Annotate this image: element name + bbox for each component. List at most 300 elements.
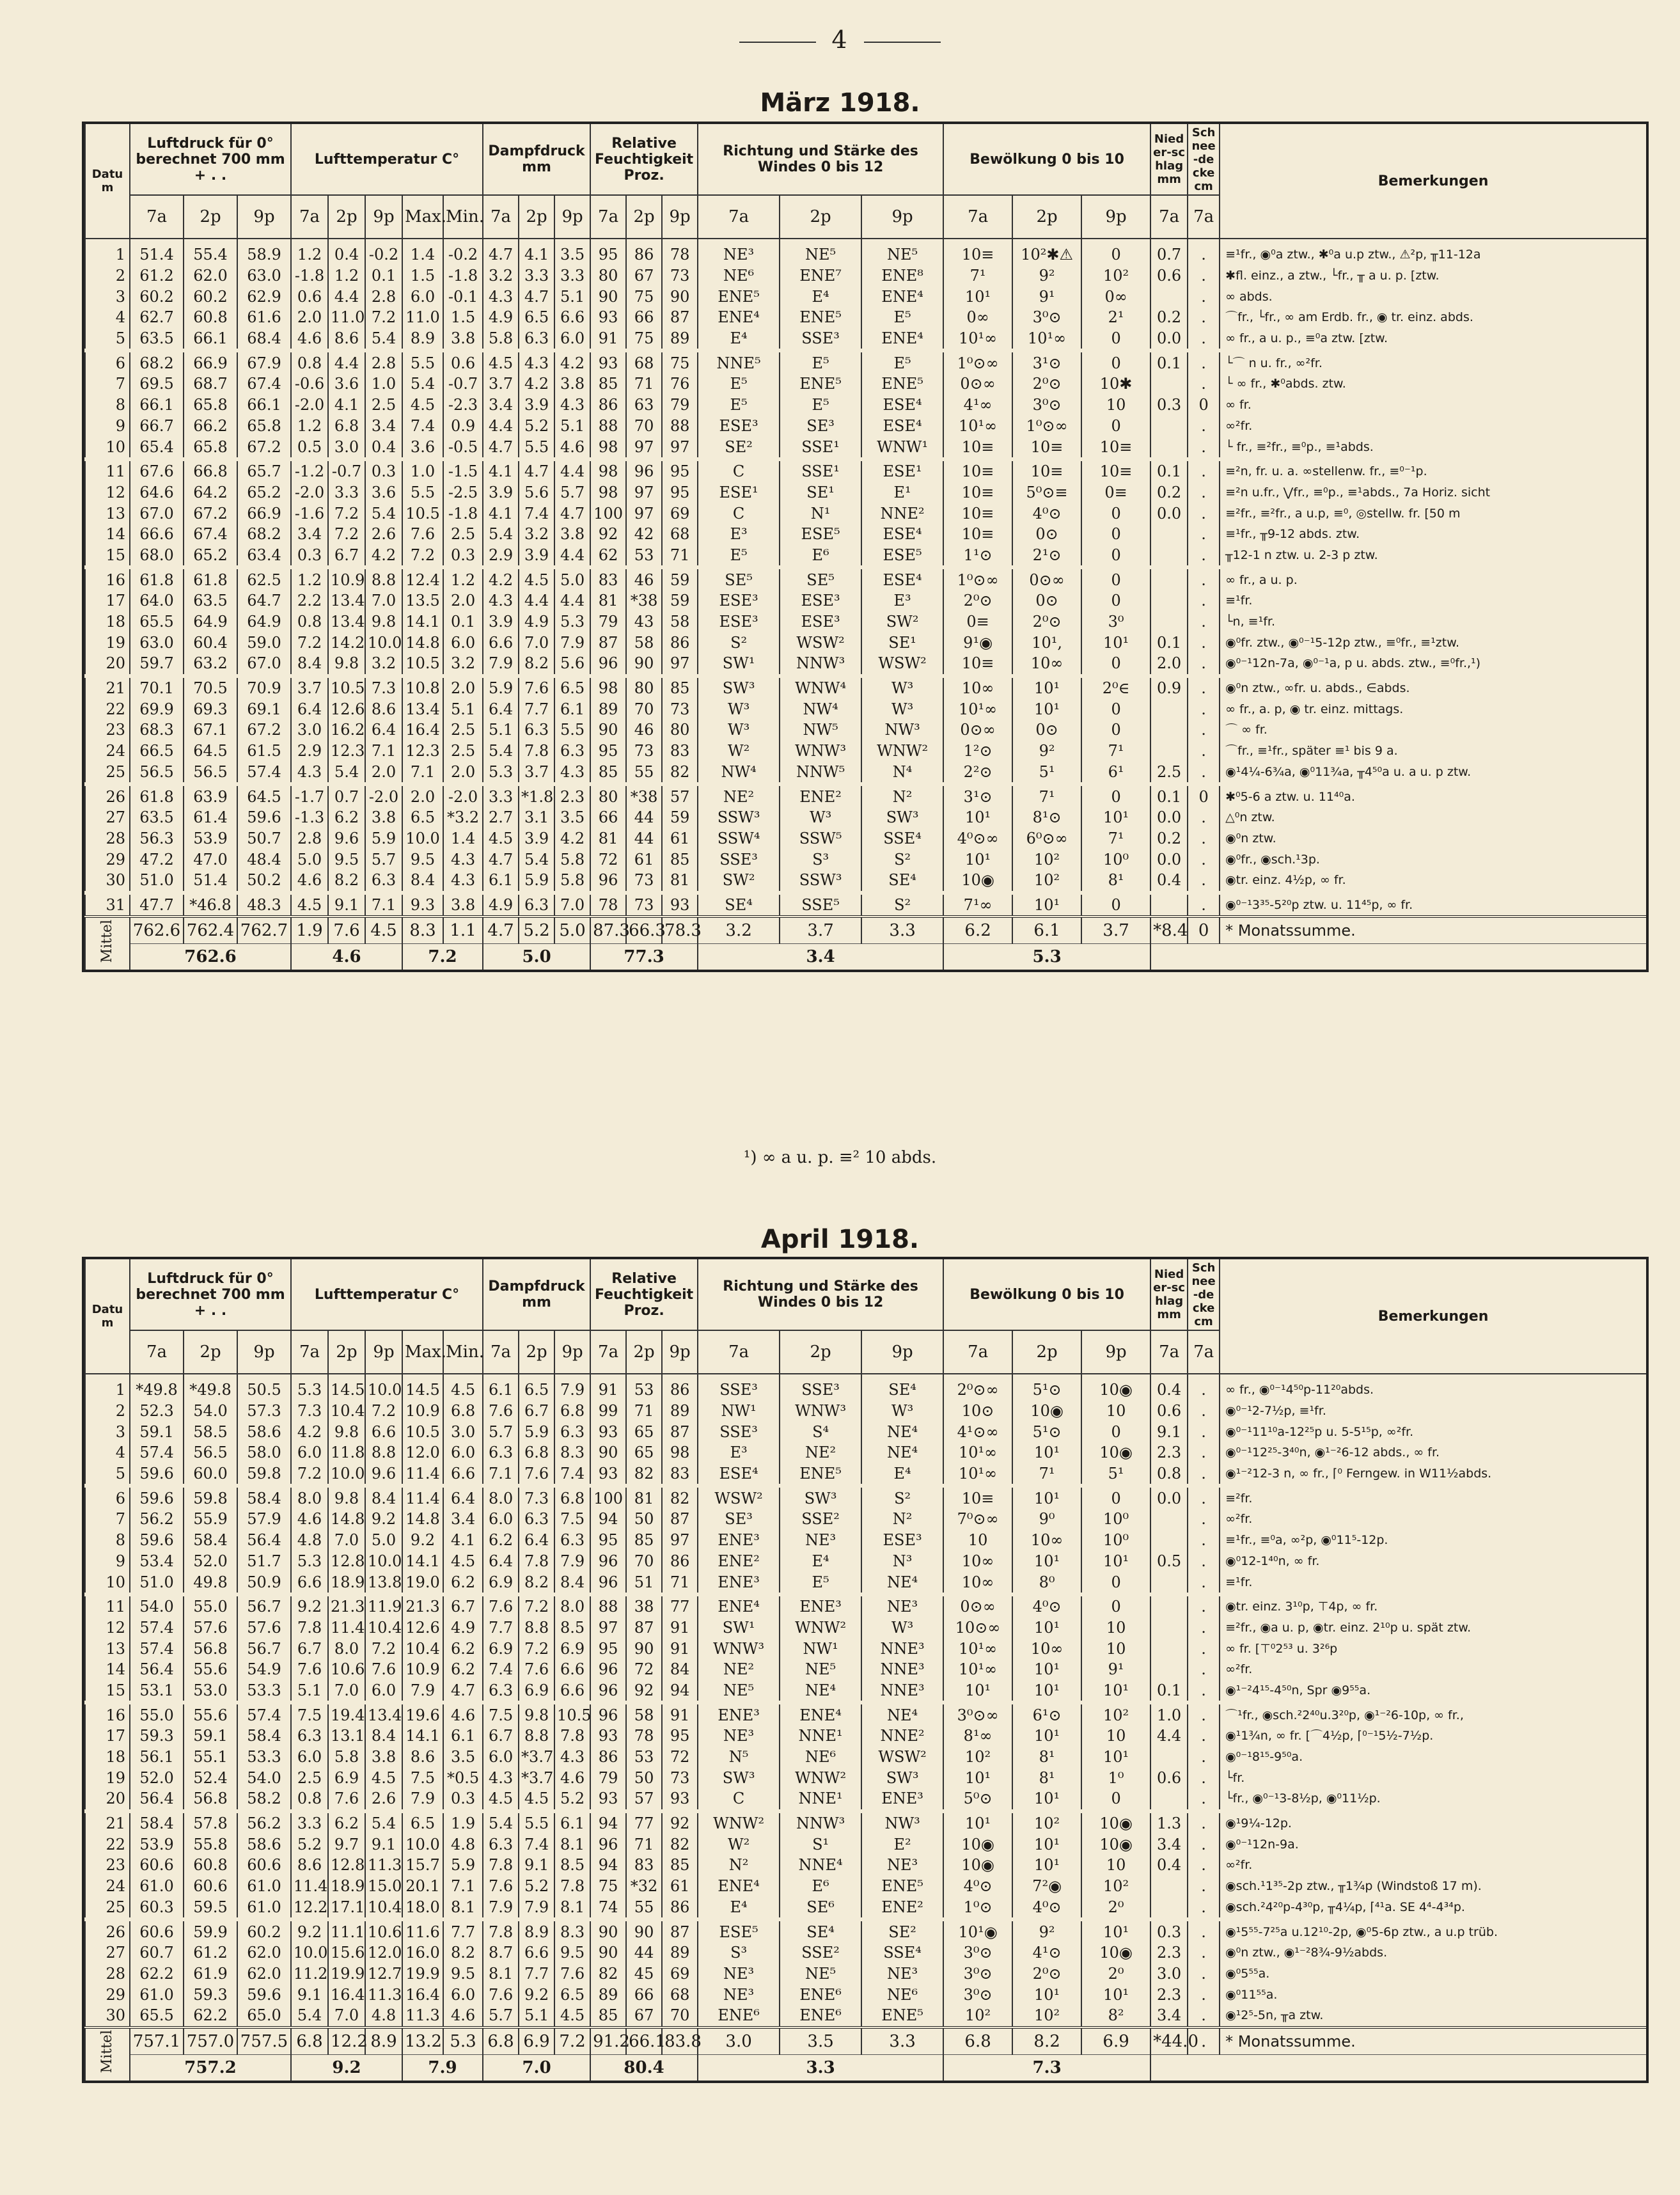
value-cell: 7.7 bbox=[443, 1919, 483, 1942]
spacer-cell bbox=[85, 1374, 130, 1380]
day-cell: 2 bbox=[85, 1401, 130, 1422]
sub-header-9p: 9p bbox=[1081, 1330, 1150, 1374]
value-cell: 67.2 bbox=[184, 503, 237, 524]
value-cell: 16.0 bbox=[402, 1942, 443, 1963]
value-cell: 56.1 bbox=[130, 1747, 184, 1768]
value-cell: 59.6 bbox=[237, 1984, 291, 2005]
sub-header-7a: 7a bbox=[130, 1330, 184, 1374]
value-cell: W² bbox=[698, 1834, 780, 1855]
value-cell: 6.0 bbox=[443, 632, 483, 653]
value-cell: 3.7 bbox=[291, 676, 328, 699]
value-cell: 6.2 bbox=[328, 807, 365, 828]
value-cell: 94 bbox=[662, 1680, 698, 1703]
value-cell: 3.9 bbox=[519, 545, 554, 568]
value-cell: 56.3 bbox=[130, 828, 184, 849]
sub-header-7a: 7a bbox=[291, 195, 328, 239]
value-cell: W³ bbox=[780, 807, 861, 828]
table-row bbox=[85, 1811, 1646, 1834]
value-cell: 6.0 bbox=[291, 1442, 328, 1463]
value-cell: 62.0 bbox=[237, 1963, 291, 1985]
spacer-cell bbox=[1150, 1374, 1188, 1380]
value-cell: 57.4 bbox=[237, 1703, 291, 1726]
value-cell: WSW² bbox=[698, 1486, 780, 1509]
value-cell: 7.1 bbox=[365, 741, 402, 762]
value-cell: 92 bbox=[626, 1680, 662, 1703]
value-cell: 0.3 bbox=[443, 1788, 483, 1811]
value-cell: 7¹∞ bbox=[943, 893, 1012, 917]
table-row bbox=[85, 807, 1646, 828]
value-cell: 4.6 bbox=[554, 436, 590, 459]
value-cell: 61 bbox=[626, 849, 662, 870]
value-cell: 8.2 bbox=[328, 870, 365, 893]
table-row bbox=[85, 741, 1646, 762]
value-cell: 61 bbox=[662, 828, 698, 849]
maerz-table bbox=[84, 124, 1646, 970]
value-cell: 5.0 bbox=[291, 849, 328, 870]
value-cell: 97 bbox=[662, 1530, 698, 1551]
value-cell: 0 bbox=[1081, 1788, 1150, 1811]
value-cell: 16.4 bbox=[402, 1984, 443, 2005]
mittel-value: 757.5 bbox=[237, 2027, 291, 2055]
value-cell: 61.0 bbox=[130, 1876, 184, 1897]
value-cell: 95 bbox=[590, 1638, 626, 1659]
value-cell: 0.7 bbox=[328, 784, 365, 807]
value-cell: 63 bbox=[626, 395, 662, 416]
value-cell: 1.3 bbox=[1150, 1811, 1188, 1834]
value-cell: 10◉ bbox=[1081, 1942, 1150, 1963]
value-cell: 6.5 bbox=[519, 1380, 554, 1401]
value-cell: 65.5 bbox=[130, 611, 184, 633]
value-cell: 61.8 bbox=[130, 567, 184, 590]
value-cell: . bbox=[1188, 350, 1220, 374]
value-cell: 7.8 bbox=[483, 1855, 519, 1876]
value-cell: 56.7 bbox=[237, 1594, 291, 1617]
value-cell: 7.6 bbox=[328, 1788, 365, 1811]
value-cell: . bbox=[1188, 416, 1220, 437]
value-cell: 11.0 bbox=[402, 307, 443, 328]
value-cell: 5.2 bbox=[519, 416, 554, 437]
value-cell: 0⊙ bbox=[1012, 524, 1081, 545]
value-cell: 4.5 bbox=[483, 1788, 519, 1811]
value-cell: 98 bbox=[662, 1442, 698, 1463]
sub-header-7a: 7a bbox=[698, 195, 780, 239]
day-cell: 28 bbox=[85, 828, 130, 849]
value-cell: 0.1 bbox=[443, 611, 483, 633]
mittel-value: 8.9 bbox=[365, 2027, 402, 2055]
value-cell: 6.0 bbox=[402, 286, 443, 307]
value-cell: 4.3 bbox=[483, 286, 519, 307]
value-cell: 62.2 bbox=[184, 2005, 237, 2027]
value-cell: 2.7 bbox=[483, 807, 519, 828]
day-cell: 5 bbox=[85, 1463, 130, 1486]
value-cell: 9.2 bbox=[519, 1984, 554, 2005]
value-cell: 5.5 bbox=[554, 720, 590, 741]
value-cell: 58.4 bbox=[184, 1530, 237, 1551]
day-cell: 28 bbox=[85, 1963, 130, 1985]
value-cell: ESE⁴ bbox=[861, 416, 943, 437]
value-cell: 51.0 bbox=[130, 1571, 184, 1594]
value-cell: 5.9 bbox=[483, 676, 519, 699]
value-cell: SE⁵ bbox=[780, 567, 861, 590]
value-cell: 10¹ bbox=[1081, 1984, 1150, 2005]
table-row bbox=[85, 1767, 1646, 1788]
value-cell: 3⁰ bbox=[1081, 611, 1150, 633]
value-cell: 10¹∞ bbox=[943, 416, 1012, 437]
value-cell: -1.8 bbox=[443, 503, 483, 524]
value-cell: NE⁵ bbox=[780, 1659, 861, 1680]
value-cell: 97 bbox=[626, 482, 662, 503]
value-cell: NNW³ bbox=[780, 1811, 861, 1834]
value-cell: S² bbox=[861, 893, 943, 917]
value-cell: 59.5 bbox=[184, 1897, 237, 1920]
value-cell: 4.2 bbox=[483, 567, 519, 590]
value-cell: 94 bbox=[590, 1509, 626, 1530]
value-cell: 10≡ bbox=[943, 653, 1012, 676]
value-cell: 19.9 bbox=[328, 1963, 365, 1985]
value-cell: 49.8 bbox=[184, 1571, 237, 1594]
value-cell: 10≡ bbox=[943, 459, 1012, 482]
sub-header-2p: 2p bbox=[780, 195, 861, 239]
value-cell: S² bbox=[698, 632, 780, 653]
value-cell: NE⁴ bbox=[861, 1421, 943, 1442]
value-cell: ENE⁸ bbox=[861, 265, 943, 287]
value-cell: . bbox=[1188, 524, 1220, 545]
value-cell: 9.1 bbox=[519, 1855, 554, 1876]
value-cell: E⁵ bbox=[861, 350, 943, 374]
value-cell: W³ bbox=[698, 720, 780, 741]
value-cell: 7²◉ bbox=[1012, 1876, 1081, 1897]
value-cell: 10.8 bbox=[402, 676, 443, 699]
value-cell: 68.7 bbox=[184, 374, 237, 395]
bewoelkung-header: Bewölkung 0 bis 10 bbox=[943, 1259, 1150, 1330]
value-cell: 5.4 bbox=[328, 762, 365, 785]
spacer-cell bbox=[1012, 1374, 1081, 1380]
value-cell: 4.4 bbox=[483, 416, 519, 437]
table-row bbox=[85, 1876, 1646, 1897]
value-cell: 60.2 bbox=[184, 286, 237, 307]
value-cell: 10¹ bbox=[943, 1767, 1012, 1788]
value-cell: 6.5 bbox=[554, 1984, 590, 2005]
value-cell: ESE³ bbox=[698, 416, 780, 437]
value-cell: 7.2 bbox=[328, 524, 365, 545]
value-cell: 6.8 bbox=[554, 1401, 590, 1422]
value-cell bbox=[1150, 567, 1188, 590]
table-row bbox=[85, 1421, 1646, 1442]
value-cell: 86 bbox=[662, 1551, 698, 1572]
value-cell: SW³ bbox=[698, 1767, 780, 1788]
value-cell: 7.2 bbox=[519, 1594, 554, 1617]
value-cell: 7¹ bbox=[1012, 784, 1081, 807]
value-cell: 9² bbox=[1012, 741, 1081, 762]
value-cell bbox=[1150, 545, 1188, 568]
value-cell: 9¹◉ bbox=[943, 632, 1012, 653]
value-cell: 2.5 bbox=[1150, 762, 1188, 785]
remark-cell: ≡²n u.fr., ⋁fr., ≡⁰p., ≡¹abds., 7a Horiz. sicht bbox=[1220, 482, 1646, 503]
value-cell: 6.5 bbox=[402, 1811, 443, 1834]
value-cell: 89 bbox=[590, 1984, 626, 2005]
value-cell: 82 bbox=[662, 1486, 698, 1509]
value-cell: 96 bbox=[590, 1834, 626, 1855]
value-cell: 3.9 bbox=[483, 611, 519, 633]
value-cell: 73 bbox=[626, 741, 662, 762]
feuchtigkeit-header: Relative Feuchtigkeit Proz. bbox=[590, 124, 698, 195]
value-cell: 91 bbox=[662, 1617, 698, 1639]
value-cell: 55.6 bbox=[184, 1703, 237, 1726]
value-cell: ENE⁴ bbox=[698, 307, 780, 328]
value-cell: 61.5 bbox=[237, 741, 291, 762]
value-cell: 1.0 bbox=[1150, 1703, 1188, 1726]
value-cell: 2.0 bbox=[1150, 653, 1188, 676]
value-cell: 10⊙∞ bbox=[943, 1617, 1012, 1639]
sub-header-2p: 2p bbox=[519, 195, 554, 239]
sub-header-2p: 2p bbox=[1012, 1330, 1081, 1374]
value-cell: 2.0 bbox=[402, 784, 443, 807]
value-cell: 95 bbox=[662, 1726, 698, 1747]
value-cell: 0 bbox=[1081, 720, 1150, 741]
value-cell: W³ bbox=[861, 676, 943, 699]
value-cell: 10² bbox=[1081, 1876, 1150, 1897]
sub-header-7a: 7a bbox=[698, 1330, 780, 1374]
value-cell: 5.4 bbox=[483, 524, 519, 545]
mittel-summary: 757.2 bbox=[130, 2054, 291, 2081]
value-cell: 77 bbox=[626, 1811, 662, 1834]
mittel-value: 8.3 bbox=[402, 917, 443, 944]
sub-header-7a: 7a bbox=[291, 1330, 328, 1374]
value-cell: 98 bbox=[590, 436, 626, 459]
value-cell: SE⁴ bbox=[780, 1919, 861, 1942]
value-cell: 10² bbox=[1012, 2005, 1081, 2027]
value-cell: 6.0 bbox=[365, 1680, 402, 1703]
value-cell: 9.8 bbox=[328, 653, 365, 676]
value-cell: 6.7 bbox=[443, 1594, 483, 1617]
day-cell: 9 bbox=[85, 416, 130, 437]
value-cell: C bbox=[698, 459, 780, 482]
value-cell: 53 bbox=[626, 1747, 662, 1768]
value-cell: 93 bbox=[590, 350, 626, 374]
value-cell: 8.0 bbox=[328, 1638, 365, 1659]
value-cell: 7.6 bbox=[483, 1594, 519, 1617]
day-cell: 31 bbox=[85, 893, 130, 917]
day-cell: 30 bbox=[85, 2005, 130, 2027]
value-cell: SSE⁴ bbox=[861, 828, 943, 849]
sub-header-9p: 9p bbox=[861, 1330, 943, 1374]
value-cell: 69.1 bbox=[237, 698, 291, 720]
value-cell: 7.4 bbox=[483, 1659, 519, 1680]
value-cell: 96 bbox=[590, 870, 626, 893]
value-cell: 6.9 bbox=[328, 1767, 365, 1788]
value-cell: 4.4 bbox=[328, 286, 365, 307]
value-cell: E³ bbox=[698, 524, 780, 545]
value-cell: 2.6 bbox=[365, 1788, 402, 1811]
sub-header-7a: 7a bbox=[1150, 1330, 1188, 1374]
value-cell: ENE⁴ bbox=[698, 1594, 780, 1617]
value-cell: 5.3 bbox=[291, 1380, 328, 1401]
table-row bbox=[85, 1897, 1646, 1920]
value-cell: SE⁴ bbox=[861, 870, 943, 893]
value-cell: 10.0 bbox=[402, 828, 443, 849]
value-cell: 9.1 bbox=[291, 1984, 328, 2005]
value-cell: 1¹⊙ bbox=[943, 545, 1012, 568]
value-cell: 10≡ bbox=[943, 524, 1012, 545]
niederschlag-header: Nieder-schlag mm bbox=[1150, 124, 1188, 195]
value-cell: 55.9 bbox=[184, 1509, 237, 1530]
value-cell: 3.4 bbox=[483, 395, 519, 416]
value-cell: 7.8 bbox=[554, 1876, 590, 1897]
value-cell: . bbox=[1188, 1509, 1220, 1530]
value-cell: SE⁶ bbox=[780, 1897, 861, 1920]
value-cell: 6.8 bbox=[554, 1486, 590, 1509]
value-cell: 75 bbox=[662, 350, 698, 374]
mittel-value: 757.0 bbox=[184, 2027, 237, 2055]
value-cell: 55.4 bbox=[184, 244, 237, 265]
value-cell: 0⊙∞ bbox=[943, 720, 1012, 741]
value-cell: 69.9 bbox=[130, 698, 184, 720]
value-cell: 57 bbox=[626, 1788, 662, 1811]
value-cell: E⁴ bbox=[780, 1551, 861, 1572]
value-cell: 61.8 bbox=[184, 567, 237, 590]
value-cell: 6.6 bbox=[554, 307, 590, 328]
value-cell: 61 bbox=[662, 1876, 698, 1897]
value-cell: 7⁰⊙∞ bbox=[943, 1509, 1012, 1530]
value-cell: 3.2 bbox=[443, 653, 483, 676]
value-cell: ENE² bbox=[780, 784, 861, 807]
table-row bbox=[85, 524, 1646, 545]
value-cell: ENE³ bbox=[698, 1530, 780, 1551]
value-cell: 10¹ bbox=[1012, 1659, 1081, 1680]
schneedecke-header: Schnee-decke cm bbox=[1188, 124, 1220, 195]
value-cell: 5.7 bbox=[365, 849, 402, 870]
value-cell: . bbox=[1188, 503, 1220, 524]
value-cell: W² bbox=[698, 741, 780, 762]
value-cell: 10² bbox=[1012, 1811, 1081, 1834]
value-cell: 81 bbox=[590, 828, 626, 849]
value-cell: 3.9 bbox=[519, 828, 554, 849]
table-row bbox=[85, 286, 1646, 307]
value-cell: 63.0 bbox=[237, 265, 291, 287]
value-cell: 4.7 bbox=[483, 244, 519, 265]
day-cell: 7 bbox=[85, 374, 130, 395]
page-number: 4 bbox=[0, 26, 1680, 54]
value-cell: 4⁰⊙ bbox=[943, 1876, 1012, 1897]
value-cell: 85 bbox=[590, 2005, 626, 2027]
value-cell: 81 bbox=[590, 590, 626, 611]
value-cell: 58.9 bbox=[237, 244, 291, 265]
value-cell: 11.4 bbox=[291, 1876, 328, 1897]
value-cell: 62.0 bbox=[237, 1942, 291, 1963]
value-cell: . bbox=[1188, 1767, 1220, 1788]
value-cell: 0.1 bbox=[365, 265, 402, 287]
sub-header-2p: 2p bbox=[328, 195, 365, 239]
value-cell: 10¹ bbox=[1081, 1680, 1150, 1703]
value-cell: 86 bbox=[662, 1897, 698, 1920]
value-cell: 58.4 bbox=[237, 1486, 291, 1509]
value-cell: 55 bbox=[626, 1897, 662, 1920]
remark-cell: ∞ fr. bbox=[1220, 395, 1646, 416]
value-cell: 4¹⊙ bbox=[1012, 1942, 1081, 1963]
value-cell: 12.4 bbox=[402, 567, 443, 590]
remark-cell: ∞ fr., a. p, ◉ tr. einz. mittags. bbox=[1220, 698, 1646, 720]
value-cell: 67.9 bbox=[237, 350, 291, 374]
value-cell: 75 bbox=[590, 1876, 626, 1897]
value-cell: 97 bbox=[626, 436, 662, 459]
value-cell: . bbox=[1188, 2005, 1220, 2027]
value-cell: 5.2 bbox=[519, 1876, 554, 1897]
mittel-value: 8.2 bbox=[1012, 2027, 1081, 2055]
value-cell: SW³ bbox=[780, 1486, 861, 1509]
day-cell: 10 bbox=[85, 1571, 130, 1594]
mittel-value: 3.7 bbox=[1081, 917, 1150, 944]
value-cell: 6.2 bbox=[483, 1530, 519, 1551]
value-cell: 67.2 bbox=[237, 436, 291, 459]
table-row bbox=[85, 1919, 1646, 1942]
value-cell: 6.6 bbox=[365, 1421, 402, 1442]
value-cell: 8.9 bbox=[402, 328, 443, 351]
spacer-cell bbox=[861, 239, 943, 244]
value-cell: 60.6 bbox=[130, 1855, 184, 1876]
value-cell: 9.8 bbox=[519, 1703, 554, 1726]
spacer-cell bbox=[519, 239, 554, 244]
value-cell: . bbox=[1188, 1638, 1220, 1659]
value-cell: 56.8 bbox=[184, 1638, 237, 1659]
value-cell: 4.9 bbox=[483, 307, 519, 328]
remark-cell: ≡²fr. bbox=[1220, 1486, 1646, 1509]
value-cell bbox=[1150, 1617, 1188, 1639]
value-cell: . bbox=[1188, 1380, 1220, 1401]
value-cell: ENE² bbox=[861, 1897, 943, 1920]
value-cell: 6¹ bbox=[1081, 762, 1150, 785]
mittel-value: 6.2 bbox=[943, 917, 1012, 944]
value-cell: 7.0 bbox=[328, 1680, 365, 1703]
value-cell: 2⁰ bbox=[1081, 1963, 1150, 1985]
value-cell: -0.1 bbox=[443, 286, 483, 307]
value-cell: NNE¹ bbox=[780, 1726, 861, 1747]
sub-header-7a: 7a bbox=[590, 195, 626, 239]
remark-cell: ◉sch.¹1³⁵-2p ztw., ╥1³⁄₄p (Windstoß 17 m). bbox=[1220, 1876, 1646, 1897]
value-cell bbox=[1150, 1788, 1188, 1811]
value-cell: N¹ bbox=[780, 503, 861, 524]
spacer-cell bbox=[1081, 1374, 1150, 1380]
value-cell: 10¹∞ bbox=[943, 698, 1012, 720]
spacer-cell bbox=[698, 239, 780, 244]
value-cell: 7.9 bbox=[483, 653, 519, 676]
value-cell: 6.1 bbox=[443, 1726, 483, 1747]
value-cell: 90 bbox=[662, 286, 698, 307]
value-cell: ESE³ bbox=[698, 611, 780, 633]
remark-cell: └n, ≡¹fr. bbox=[1220, 611, 1646, 633]
value-cell: WSW² bbox=[861, 1747, 943, 1768]
table-row bbox=[85, 244, 1646, 265]
value-cell: 0 bbox=[1081, 567, 1150, 590]
table-row bbox=[85, 828, 1646, 849]
day-cell: 30 bbox=[85, 870, 130, 893]
value-cell: 5.2 bbox=[554, 1788, 590, 1811]
value-cell: E⁵ bbox=[698, 545, 780, 568]
spacer-cell bbox=[662, 1374, 698, 1380]
value-cell: 7.6 bbox=[483, 1984, 519, 2005]
sub-header-2p: 2p bbox=[519, 1330, 554, 1374]
spacer-cell bbox=[291, 239, 328, 244]
value-cell: 5.4 bbox=[365, 328, 402, 351]
value-cell bbox=[1150, 698, 1188, 720]
value-cell: SSE² bbox=[780, 1509, 861, 1530]
value-cell: 61.0 bbox=[237, 1897, 291, 1920]
value-cell: 5¹ bbox=[1081, 1463, 1150, 1486]
value-cell: 8.6 bbox=[291, 1855, 328, 1876]
spacer-cell bbox=[1081, 239, 1150, 244]
value-cell: 74 bbox=[590, 1897, 626, 1920]
value-cell: 7.0 bbox=[519, 632, 554, 653]
value-cell: 10∞ bbox=[943, 1571, 1012, 1594]
